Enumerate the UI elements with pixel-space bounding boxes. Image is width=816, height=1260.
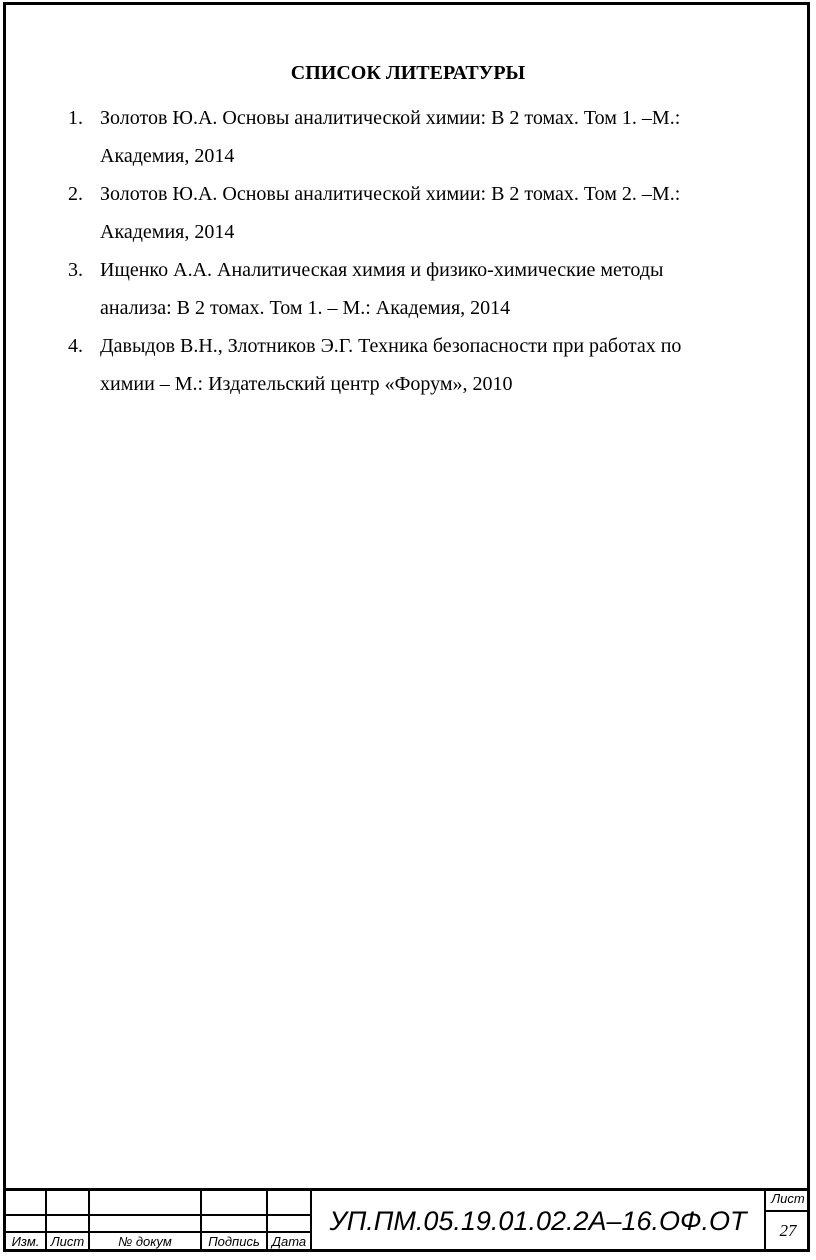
- reference-line: Ищенко А.А. Аналитическая химия и физико-химические методы: [100, 259, 664, 281]
- reference-number: 1.: [68, 107, 83, 129]
- stamp-label-date: Дата: [271, 1234, 307, 1249]
- sheet-label: Лист: [771, 1191, 805, 1206]
- reference-item: [68, 327, 768, 403]
- document-code: УП.ПМ.05.19.01.02.2А–16.ОФ.ОТ: [329, 1206, 747, 1236]
- reference-line: химии – М.: Издательский центр «Форум», 2010: [100, 373, 513, 395]
- reference-number: 3.: [68, 259, 83, 281]
- stamp-label-sign: Подпись: [208, 1234, 260, 1249]
- reference-line: Академия, 2014: [100, 145, 235, 167]
- reference-item: [68, 175, 768, 251]
- reference-number: 2.: [68, 183, 83, 205]
- stamp-divider: [764, 1210, 808, 1212]
- sheet-number: 27: [779, 1221, 797, 1240]
- reference-line: Давыдов В.Н., Злотников Э.Г. Техника безопасности при работах по: [100, 335, 682, 357]
- reference-line: анализа: В 2 томах. Том 1. – М.: Академия, 2014: [100, 297, 511, 319]
- stamp-label-doc: № докум: [118, 1234, 172, 1249]
- stamp-label-izm: Изм.: [11, 1234, 40, 1249]
- reference-line: Академия, 2014: [100, 221, 235, 243]
- reference-item: [68, 99, 768, 175]
- page-title: СПИСОК ЛИТЕРАТУРЫ: [290, 62, 526, 84]
- stamp-label-list: Лист: [50, 1234, 85, 1249]
- reference-item: [68, 251, 768, 327]
- reference-line: Золотов Ю.А. Основы аналитической химии: В 2 томах. Том 2. –М.:: [100, 183, 681, 205]
- reference-list: [68, 99, 768, 403]
- reference-line: Золотов Ю.А. Основы аналитической химии: В 2 томах. Том 1. –М.:: [100, 107, 681, 129]
- reference-number: 4.: [68, 335, 83, 357]
